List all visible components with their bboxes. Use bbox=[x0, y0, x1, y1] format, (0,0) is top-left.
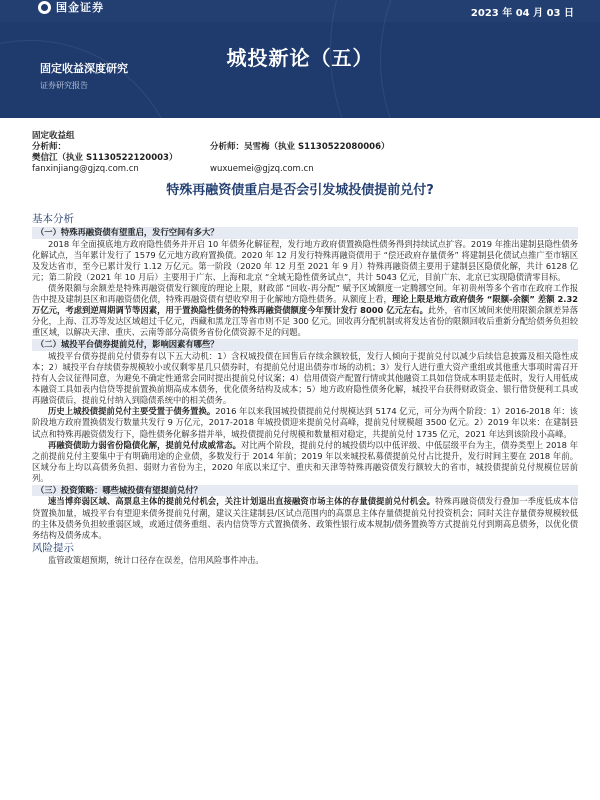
paragraph bbox=[32, 283, 578, 338]
paragraph bbox=[32, 496, 578, 540]
paragraph-text: 此外，省市区域间来使用限额余额差异落分化，上海、江苏等发达区域超过千亿元，西藏和黑龙江等省市则不足 300 亿元。回收再分配机制或将发达省份的限额回收后重新分配给债务负担较重区域，以解决天津、重庆、云南等部分高债务省份化债资源不足的问题。 bbox=[32, 305, 578, 338]
report-banner bbox=[0, 0, 600, 118]
paragraph-emphasis: 再融资债助力弱省份隐债化解，提前兑付成威常态。 bbox=[48, 439, 242, 450]
report-title: 城投新论（五） bbox=[226, 46, 374, 70]
section-title-basic: 基本分析 bbox=[32, 213, 74, 225]
report-subtype: 证券研究报告 bbox=[40, 81, 88, 90]
analyst-name: 樊信江（执业 S1130522120003） bbox=[32, 153, 178, 163]
analyst-label: 分析师： bbox=[32, 142, 67, 152]
paragraph-emphasis: 速当博弈弱区域、高票息主体的提前兑付机会，关注计划退出直接融资市场主体的存量债提前兑付机会。 bbox=[48, 496, 436, 507]
report-body bbox=[32, 213, 578, 566]
paragraph-text: 对比两个阶段，提前兑付的城投债均以中低评级、中低层级平台为主，债券类型上 2018 年之前提前兑付主要集中于有明确用途的企业债，多数发行于 2014 年前；2019 年以来城投私募债提前兑付占比提升，发行时间主要在 2018 年前。区域分布上均以高债务负担、弱财力省份为主，2020 年底以来辽宁、重庆和天津等特殊再融资债发行额较大的省市，城投债提前兑付规模位居前列。 bbox=[32, 439, 578, 483]
paragraph-text: 2016 年以来我国城投债提前兑付规模达到 5174 亿元，可分为两个阶段：1）2016-2018 年：该阶段地方政府置换债发行数量共发行 9 万亿元，2017-2018 年城投债迎来提前兑付高峰，提前兑付规模超 3500 亿元。2）2019 年以来：在建制县试点和特殊再融资债发行下，隐性债务化解多措并举，城投债提前兑付规模和数量相对稳定，共提前兑付 1735 亿元，2021 年达到该阶段小高峰。 bbox=[32, 406, 578, 439]
paragraph-text: 债务限额与余额差是特殊再融资债发行额度的理论上限，财政部 “回收-再分配” 赋予区域额度一定腾挪空间。年初贵州等多个省市在政府工作报告中提及建制县区和再融资债化债，特殊再融资债有望收窄用于化解地方隐性债务。从额度上看， bbox=[32, 282, 578, 304]
paragraph-emphasis: 理论上限是地方政府债务 “限额-余额” 差额 2.32 万亿元，考虑到逆周期调节等因素，用于置换隐性债务的特殊再融资债额度今年预计发行 8000 亿元左右。 bbox=[32, 293, 578, 316]
team-name: 固定收益组 bbox=[32, 131, 75, 141]
paragraph bbox=[32, 406, 578, 439]
subsection-heading: （二）城投平台债券提前兑付，影响因素有哪些？ bbox=[32, 339, 578, 351]
analyst-name: 吴雪梅（执业 S1130522080006） bbox=[244, 142, 390, 152]
subsection-heading: （一）特殊再融资债有望重启，发行空间有多大？ bbox=[32, 227, 578, 239]
analyst-email[interactable]: wuxuemei@gjzq.com.cn bbox=[210, 164, 314, 174]
subsection-heading: （三）投资策略：哪些城投债有望提前兑付？ bbox=[32, 485, 578, 497]
brand-logo bbox=[38, 0, 104, 14]
paragraph: 监管政策超预期，统计口径存在误差，信用风险事件冲击。 bbox=[48, 554, 264, 565]
paragraph-text: 特殊再融资债发行叠加一季度低成本信贷置换加量，城投平台有望迎来债务提前兑付潮，建议关注建制县/区试点范围内的高票息主体存量债提前兑付投资机会；同时关注存量债券规模较低的主体及债务负担较重弱区域，或通过债务重组、表内信贷等方式置换债务、政策性银行成本规制/债务置换等方式提前兑付到期高息债务，以优化债务结构及债务成本。 bbox=[32, 496, 578, 540]
brand-logo-icon bbox=[38, 1, 51, 14]
paragraph: 城投平台债券提前兑付债券有以下五大动机：1）含权城投债在回售后存续余额较低，发行人倾向于提前兑付以减少后续信息披露及相关隐性成本；2）城投平台存续债券规模较小或仅剩零星几只债券时，有提前兑付退出债券市场的动机；3）发行人进行重大资产重组或其他重大事项时需召开持有人会议征得同意，为避免不确定性通常会同时提出提前兑付议案；4）信用债资产配置行情或其他融资工具如信贷成本明显走低时，发行人用低成本融资工具如表内信贷等提前置换前期高成本债务，优化债务结构及成本；5）地方政府隐性债务化解，城投平台获得财政资金、银行借贷便利工具或再融资债后，提前兑付纳入到隐债系统中的相关债务。 bbox=[32, 350, 578, 406]
paragraph-emphasis: 历史上城投债提前兑付主要受置于债务置换。 bbox=[48, 406, 216, 417]
brand-name: 国金证券 bbox=[56, 1, 104, 14]
report-headline: 特殊再融资债重启是否会引发城投债提前兑付? bbox=[166, 183, 434, 198]
section-title-risk: 风险提示 bbox=[32, 541, 74, 554]
report-type: 固定收益深度研究 bbox=[40, 62, 128, 75]
analyst-label: 分析师： bbox=[210, 142, 245, 152]
paragraph: 2018 年全面摸底地方政府隐性债务并开启 10 年债务化解征程，发行地方政府债置换隐性债务得到持续试点扩容。2019 年推出建制县隐性债务化解试点，当年累计发行了 1579 亿元地方政府置换债。2020 年 12 月发行特殊再融资债用于 “偿还政府存量债务” 将建制县化债试点推广至市辖区及发达省市，至今已累计发行 1.12 万亿元。第一阶段（2020 年 12 月至 2021 年 9 月）特殊再融资债主要用于建制县区隐债化解，共计 6128 亿元；第二阶段（2021 年 10 月后）主要用于广东、上海和北京 “全域无隐性债务试点”，共计 5043 亿元，目前广东、北京已实现隐债清零目标。 bbox=[32, 238, 578, 282]
analyst-email[interactable]: fanxinjiang@gjzq.com.cn bbox=[32, 164, 139, 174]
paragraph bbox=[32, 440, 578, 484]
report-date: 2023 年 04 月 03 日 bbox=[470, 8, 574, 19]
analyst-block bbox=[32, 131, 572, 175]
